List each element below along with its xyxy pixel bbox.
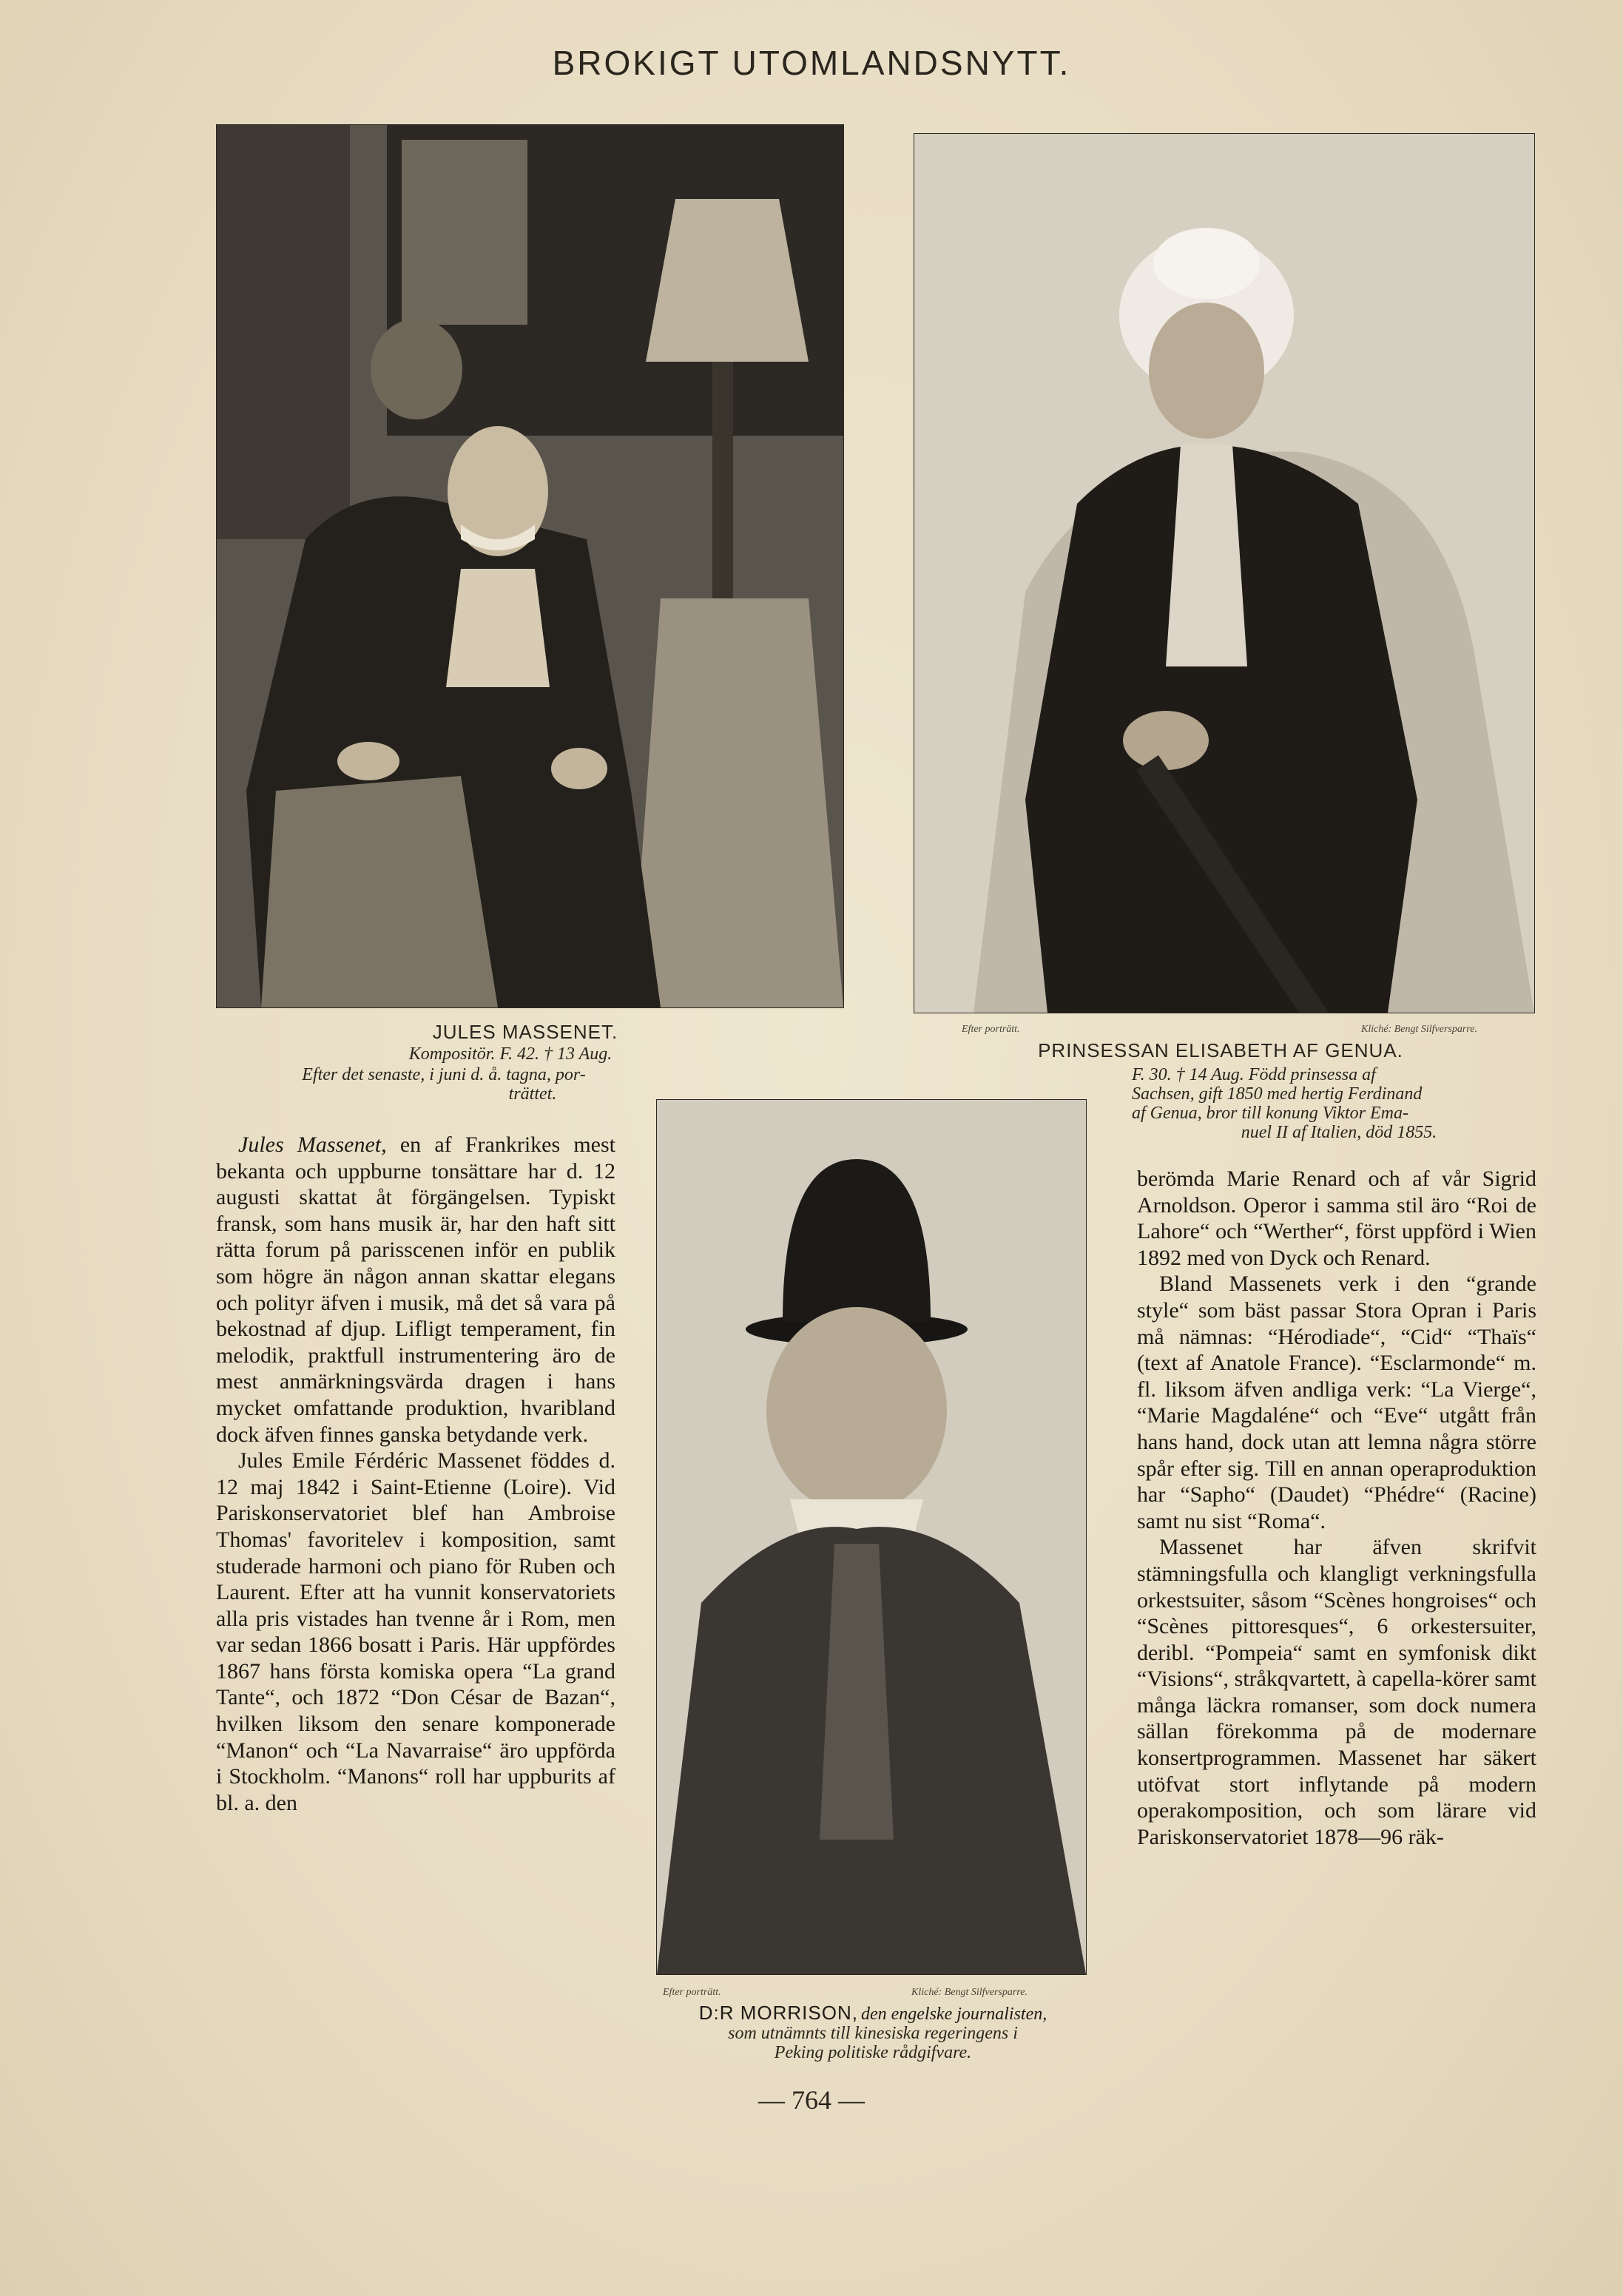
caption-morrison-credit-right: Kliché: Bengt Silfversparre. xyxy=(911,1987,1028,1998)
caption-morrison-credit-left: Efter porträtt. xyxy=(663,1987,721,1998)
page-header: BROKIGT UTOMLANDSNYTT. xyxy=(552,44,1071,82)
article-paragraph-3: berömda Marie Renard och af vår Sigrid Arnoldson. Operor i samma stil äro “Roi de Lahore“ och “Werther“, först uppförd i Wien 1892 med von Dyck och Renard. xyxy=(1137,1166,1536,1270)
page-number: — 764 — xyxy=(758,2085,865,2115)
article-paragraph-1 xyxy=(216,1132,615,1448)
caption-elisabeth-name: PRINSESSAN ELISABETH AF GENUA. xyxy=(1038,1039,1403,1061)
caption-massenet-line2: Efter det senaste, i juni d. å. tagna, por- xyxy=(302,1065,586,1084)
article-paragraph-4: Bland Massenets verk i den “grande style“ som bäst passar Stora Opran i Paris må nämnas: “Hérodiade“, “Cid“ “Thaïs“ (text af Anatole France). “Esclarmonde“ m. fl. liksom äfven andliga verk: “La Vierge“, “Marie Magdaléne“ och “Eve“ utgått från hans hand, dock utan att lemna några större spår efter sig. Till en annan operaproduktion har “Sapho“ (Daudet) “Phédre“ (Racine) samt nu sist “Roma“. xyxy=(1137,1272,1536,1533)
caption-elisabeth-line2: Sachsen, gift 1850 med hertig Ferdinand xyxy=(1132,1084,1423,1104)
article-right-column xyxy=(1137,1166,1536,1850)
caption-elisabeth-line4: nuel II af Italien, död 1855. xyxy=(1241,1123,1437,1142)
photo-elisabeth xyxy=(914,133,1535,1013)
caption-elisabeth-credit-right: Kliché: Bengt Silfversparre. xyxy=(1361,1024,1477,1035)
morrison-portrait-image xyxy=(657,1100,1086,1974)
caption-massenet-line3: trättet. xyxy=(508,1084,557,1104)
caption-morrison-line1: den engelske journalisten, xyxy=(860,2005,1047,2024)
caption-elisabeth-line1: F. 30. † 14 Aug. Född prinsessa af xyxy=(1132,1065,1376,1084)
article-lead-name: Jules Massenet, xyxy=(238,1132,387,1157)
caption-elisabeth-credit-left: Efter porträtt. xyxy=(962,1024,1020,1035)
caption-elisabeth-line3: af Genua, bror till konung Viktor Ema- xyxy=(1132,1104,1408,1123)
caption-massenet-line1: Kompositör. F. 42. † 13 Aug. xyxy=(408,1044,613,1064)
article-paragraph-1-text: en af Frankrikes mest bekanta och uppburne tonsättare har d. 12 augusti skattat åt förgängelsen. Typiskt fransk, som hans musik är, har den haft sitt rätta forum på parisscenen inför en publik som högre än någon annan skattar elegans och polityr äfven i musik, må det så vara på bekostnad af djup. Lifligt temperament, fin melodik, praktfull instrumentering äro de mest anmärkningsvärda dragen i hans mycket omfattande produktion, hvaribland dock äfven finnes ganska betydande verk. xyxy=(216,1132,616,1447)
photo-massenet xyxy=(216,124,844,1008)
photo-morrison xyxy=(656,1099,1087,1975)
caption-massenet-name: JULES MASSENET. xyxy=(432,1021,618,1043)
article-paragraph-5: Massenet har äfven skrifvit stämningsfulla och klangligt verkningsfulla orkestsuiter, såsom “Scènes hongroises“ och “Scènes pittoresques“, 6 orkestersuiter, deribl. “Pompeia“ samt en symfonisk dikt “Visions“, stråkqvartett, à capella-körer samt många läckra romanser, som dock numera sällan förekomma på de modernare konsertprogrammen. Massenet har säkert utöfvat stort inflytande på modern operakomposition, och som lärare vid Pariskonservatoriet 1878—96 räk- xyxy=(1137,1535,1536,1849)
elisabeth-portrait-image xyxy=(914,134,1534,1013)
article-paragraph-2: Jules Emile Férdéric Massenet föddes d. 12 maj 1842 i Saint-Etienne (Loire). Vid Pariskonservatoriet blef han Ambroise Thomas' favoritelev i komposition, samt studerade harmoni och piano för Ruben och Laurent. Efter att ha vunnit konservatoriets alla pris vistades han tvenne år i Rom, men var sedan 1866 bosatt i Paris. Här uppfördes 1867 hans första komiska opera “La grand Tante“, och 1872 “Don César de Bazan“, hvilken liksom den senare komponerade “Manon“ och “La Navarraise“ äro uppförda i Stockholm. “Manons“ roll har uppburits af bl. a. den xyxy=(216,1448,615,1815)
caption-morrison-name: D:R MORRISON, xyxy=(698,2002,858,2024)
caption-morrison-line3: Peking politiske rådgifvare. xyxy=(774,2043,972,2062)
massenet-portrait-image xyxy=(217,125,843,1007)
article-left-column xyxy=(216,1132,615,1816)
caption-morrison-first-line xyxy=(651,2002,1095,2025)
caption-morrison-line2: som utnämnts till kinesiska regeringens i xyxy=(728,2024,1018,2043)
